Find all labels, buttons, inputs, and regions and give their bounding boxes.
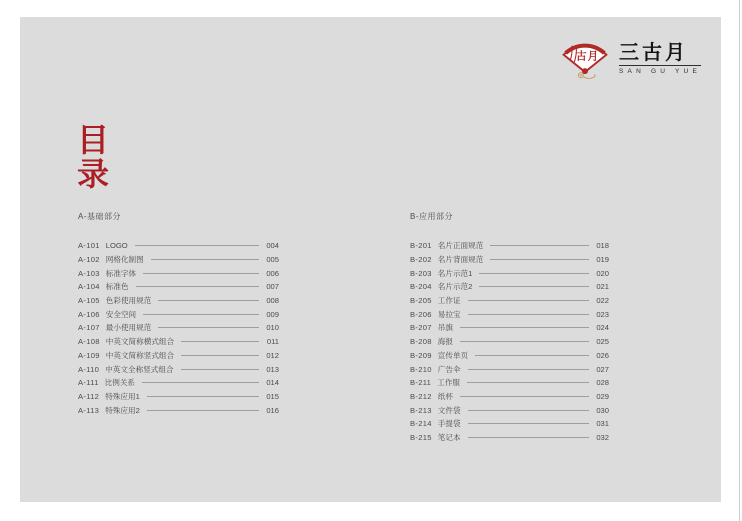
toc-entry [78,253,279,267]
title-char-1: 目 [77,122,110,158]
entry-code: B-213 [410,405,432,415]
leader-line [181,341,259,342]
entry-label: LOGO [105,241,128,251]
leader-line [468,314,589,315]
entry-label: 易拉宝 [437,309,461,319]
entry-code: A-106 [78,309,100,319]
entry-page-number: 005 [266,255,279,265]
toc-entry [78,376,279,390]
entry-code: B-209 [410,350,432,360]
entry-page-number: 023 [596,309,609,319]
entry-code: B-204 [410,282,432,292]
toc-entry [410,266,609,280]
entry-label: 中英文简称横式组合 [105,337,175,347]
entry-page-number: 027 [596,364,609,374]
toc-entry [410,390,609,404]
section-application [410,211,609,444]
toc-entry [78,280,279,294]
entry-label: 网格化制图 [105,255,144,265]
entry-label: 吊旗 [437,323,453,333]
entry-label: 比例关系 [104,378,136,388]
leader-line [143,273,259,274]
entry-code: A-112 [78,391,100,401]
entry-code: B-202 [410,255,432,265]
entry-label: 名片背面规范 [437,255,484,265]
entry-code: A-108 [78,337,100,347]
leader-line [479,273,589,274]
entry-page-number: 024 [596,323,609,333]
entry-code: A-103 [78,268,100,278]
toc-entry [78,294,279,308]
leader-line [468,437,589,438]
toc-entry [78,403,279,417]
toc-list-basic [78,239,279,417]
toc-entry [410,253,609,267]
leader-line [143,314,259,315]
entry-label: 标准字体 [105,268,137,278]
entry-code: B-206 [410,309,432,319]
entry-label: 中英文全称竖式组合 [105,364,174,374]
entry-label: 中英文简称竖式组合 [105,350,175,360]
brand-name-latin: SAN GU YUE [619,65,701,75]
entry-page-number: 020 [596,268,609,278]
toc-entry [78,266,279,280]
title-char-2: 录 [77,156,110,192]
entry-code: A-107 [78,323,100,333]
entry-code: B-208 [410,337,432,347]
entry-label: 笔记本 [437,432,461,442]
leader-line [181,369,259,370]
entry-code: B-210 [410,364,432,374]
toc-entry [410,362,609,376]
entry-label: 广告伞 [437,364,461,374]
leader-line [147,396,259,397]
toc-entry [410,321,609,335]
toc-entry [410,349,609,363]
toc-entry [410,280,609,294]
section-basic [78,211,279,417]
leader-line [490,259,589,260]
section-application-heading: B-应用部分 [410,212,453,221]
entry-page-number: 009 [266,309,279,319]
entry-page-number: 012 [266,350,279,360]
section-basic-heading: A-基础部分 [78,212,121,221]
entry-label: 特殊应用1 [105,391,140,401]
entry-page-number: 021 [596,282,609,292]
entry-page-number: 015 [266,391,279,401]
entry-page-number: 007 [266,282,279,292]
entry-label: 名片示范2 [437,282,473,292]
entry-code: B-203 [410,268,432,278]
fan-characters: 古月 [575,50,599,63]
entry-page-number: 008 [266,296,279,306]
leader-line [468,369,589,370]
toc-entry [410,307,609,321]
leader-line [468,300,589,301]
entry-label: 安全空间 [105,309,137,319]
leader-line [158,327,259,328]
entry-code: B-205 [410,296,432,306]
entry-code: A-105 [78,296,100,306]
leader-line [460,341,589,342]
toc-entry [78,239,279,253]
leader-line [151,259,259,260]
entry-code: B-207 [410,323,432,333]
entry-label: 色彩使用规范 [105,296,152,306]
leader-line [147,410,259,411]
leader-line [181,355,259,356]
entry-page-number: 018 [596,241,609,251]
entry-page-number: 006 [266,268,279,278]
leader-line [467,382,589,383]
brand-name: 三古月 [619,42,688,65]
entry-label: 标准色 [105,282,129,292]
entry-label: 宣传单页 [437,350,469,360]
toc-entry [78,362,279,376]
entry-page-number: 011 [266,337,279,347]
entry-label: 特殊应用2 [105,405,140,415]
toc-entry [410,239,609,253]
leader-line [468,423,589,424]
leader-line [490,245,589,246]
entry-page-number: 010 [266,323,279,333]
toc-entry [78,335,279,349]
brand-logo [560,35,701,81]
page-title [77,123,109,191]
toc-entry [78,307,279,321]
entry-page-number: 004 [266,241,279,251]
leader-line [475,355,589,356]
entry-page-number: 019 [596,255,609,265]
entry-page-number: 013 [266,364,279,374]
entry-label: 手提袋 [437,419,461,429]
entry-page-number: 025 [596,337,609,347]
toc-entry [410,431,609,445]
leader-line [136,286,259,287]
entry-code: B-211 [410,378,432,388]
toc-entry [78,349,279,363]
toc-entry [410,335,609,349]
entry-code: A-111 [78,378,99,388]
toc-list-application [410,239,609,444]
entry-code: A-104 [78,282,100,292]
entry-page-number: 030 [596,405,609,415]
entry-code: B-215 [410,432,432,442]
document-page [20,17,721,502]
entry-page-number: 032 [596,432,609,442]
entry-label: 纸杯 [437,391,453,401]
entry-page-number: 014 [266,378,279,388]
entry-page-number: 029 [596,391,609,401]
entry-label: 工作证 [437,296,461,306]
entry-page-number: 026 [596,350,609,360]
toc-entry [78,390,279,404]
leader-line [479,286,589,287]
entry-label: 工作服 [437,378,460,388]
entry-code: B-212 [410,391,432,401]
entry-page-number: 028 [596,378,609,388]
entry-code: A-113 [78,405,100,415]
entry-code: A-110 [78,364,100,374]
toc-entry [410,417,609,431]
toc-entry [410,403,609,417]
leader-line [468,410,589,411]
entry-code: A-101 [78,241,100,251]
toc-entry [410,294,609,308]
entry-code: B-201 [410,241,432,251]
leader-line [460,396,589,397]
leader-line [460,327,589,328]
leader-line [158,300,259,301]
entry-label: 最小使用规范 [105,323,152,333]
leader-line [135,245,259,246]
toc-entry [410,376,609,390]
brand-wordmark [619,43,701,75]
entry-label: 名片正面规范 [437,241,484,251]
entry-page-number: 022 [596,296,609,306]
entry-code: B-214 [410,419,432,429]
entry-label: 名片示范1 [437,268,473,278]
entry-label: 海报 [437,337,453,347]
entry-code: A-109 [78,350,100,360]
fan-logo-icon [560,35,610,81]
entry-page-number: 016 [266,405,279,415]
toc-entry [78,321,279,335]
entry-code: A-102 [78,255,100,265]
leader-line [142,382,259,383]
entry-page-number: 031 [596,419,609,429]
entry-label: 文件袋 [437,405,461,415]
